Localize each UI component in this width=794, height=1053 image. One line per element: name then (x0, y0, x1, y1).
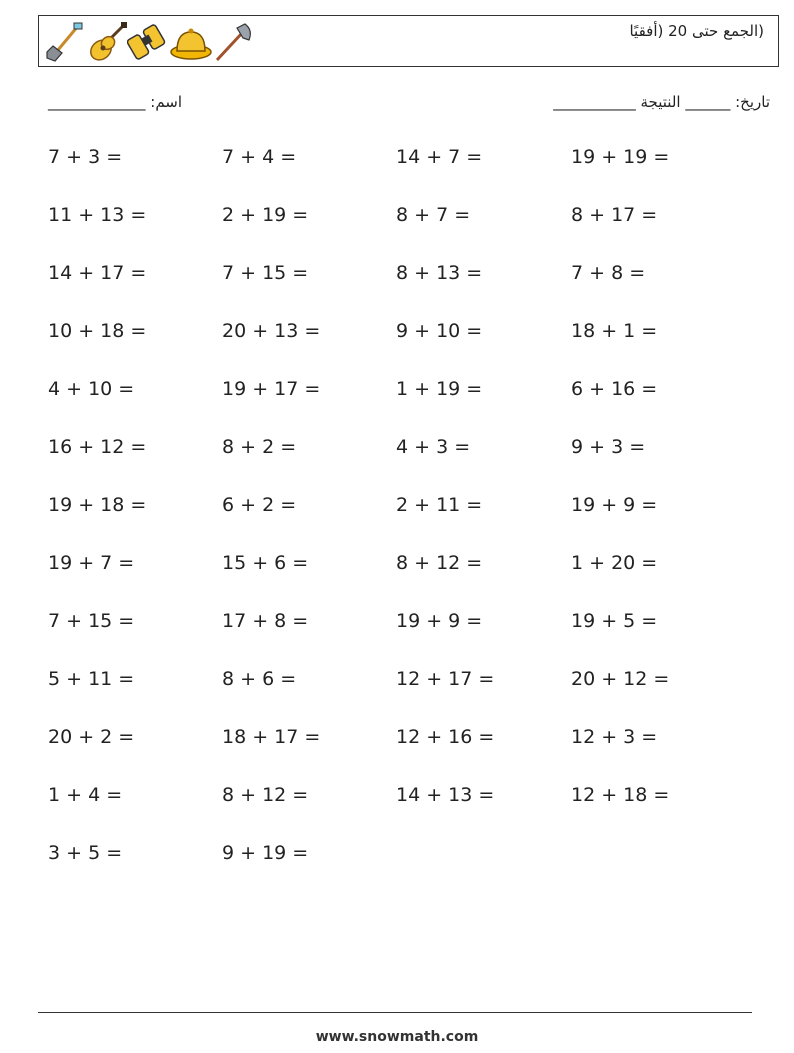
problem: 18 + 17 = (222, 726, 321, 748)
problem: 6 + 16 = (571, 378, 658, 400)
axe-icon (211, 20, 255, 64)
problem: 14 + 7 = (396, 146, 483, 168)
footer-url: www.snowmath.com (315, 1029, 479, 1045)
problem: 20 + 2 = (48, 726, 135, 748)
problem: 2 + 19 = (222, 204, 309, 226)
problem: 19 + 17 = (222, 378, 321, 400)
problem: 9 + 10 = (396, 320, 483, 342)
problem: 8 + 17 = (571, 204, 658, 226)
problem: 19 + 9 = (396, 610, 483, 632)
worksheet-header (38, 15, 779, 67)
problem: 8 + 13 = (396, 262, 483, 284)
shovel-icon (43, 20, 87, 64)
problem: 7 + 15 = (222, 262, 309, 284)
problem: 7 + 15 = (48, 610, 135, 632)
footer-divider (38, 1012, 752, 1013)
problem: 1 + 20 = (571, 552, 658, 574)
problem: 14 + 13 = (396, 784, 495, 806)
problem: 12 + 16 = (396, 726, 495, 748)
problem: 15 + 6 = (222, 552, 309, 574)
name-field: اسم: _____________ (48, 93, 183, 111)
date-score-field: تاريخ: ______ النتيجة ___________ (553, 93, 770, 111)
problem: 7 + 8 = (571, 262, 646, 284)
guitar-icon (85, 20, 129, 64)
problem: 7 + 3 = (48, 146, 123, 168)
problem: 10 + 18 = (48, 320, 147, 342)
problem: 19 + 19 = (571, 146, 670, 168)
problem: 4 + 3 = (396, 436, 471, 458)
problem: 6 + 2 = (222, 494, 297, 516)
problem: 1 + 4 = (48, 784, 123, 806)
problem: 16 + 12 = (48, 436, 147, 458)
problem: 19 + 7 = (48, 552, 135, 574)
problem: 11 + 13 = (48, 204, 147, 226)
problem: 9 + 19 = (222, 842, 309, 864)
problem: 8 + 12 = (396, 552, 483, 574)
problem: 1 + 19 = (396, 378, 483, 400)
problem: 8 + 2 = (222, 436, 297, 458)
problem: 9 + 3 = (571, 436, 646, 458)
problem: 12 + 3 = (571, 726, 658, 748)
problem: 19 + 9 = (571, 494, 658, 516)
problem: 4 + 10 = (48, 378, 135, 400)
worksheet-title: (الجمع حتى 20 (أفقيًا (629, 22, 764, 40)
problem: 12 + 18 = (571, 784, 670, 806)
header-icons (43, 19, 253, 65)
problem: 12 + 17 = (396, 668, 495, 690)
problem: 3 + 5 = (48, 842, 123, 864)
problem: 20 + 12 = (571, 668, 670, 690)
problem: 8 + 7 = (396, 204, 471, 226)
problem: 2 + 11 = (396, 494, 483, 516)
problem: 18 + 1 = (571, 320, 658, 342)
binoculars-icon (127, 20, 171, 64)
problem: 19 + 18 = (48, 494, 147, 516)
problem: 8 + 6 = (222, 668, 297, 690)
pith-helmet-icon (169, 20, 213, 64)
problem: 5 + 11 = (48, 668, 135, 690)
problem: 19 + 5 = (571, 610, 658, 632)
problem: 14 + 17 = (48, 262, 147, 284)
problem: 20 + 13 = (222, 320, 321, 342)
problem: 17 + 8 = (222, 610, 309, 632)
problem: 8 + 12 = (222, 784, 309, 806)
problem: 7 + 4 = (222, 146, 297, 168)
